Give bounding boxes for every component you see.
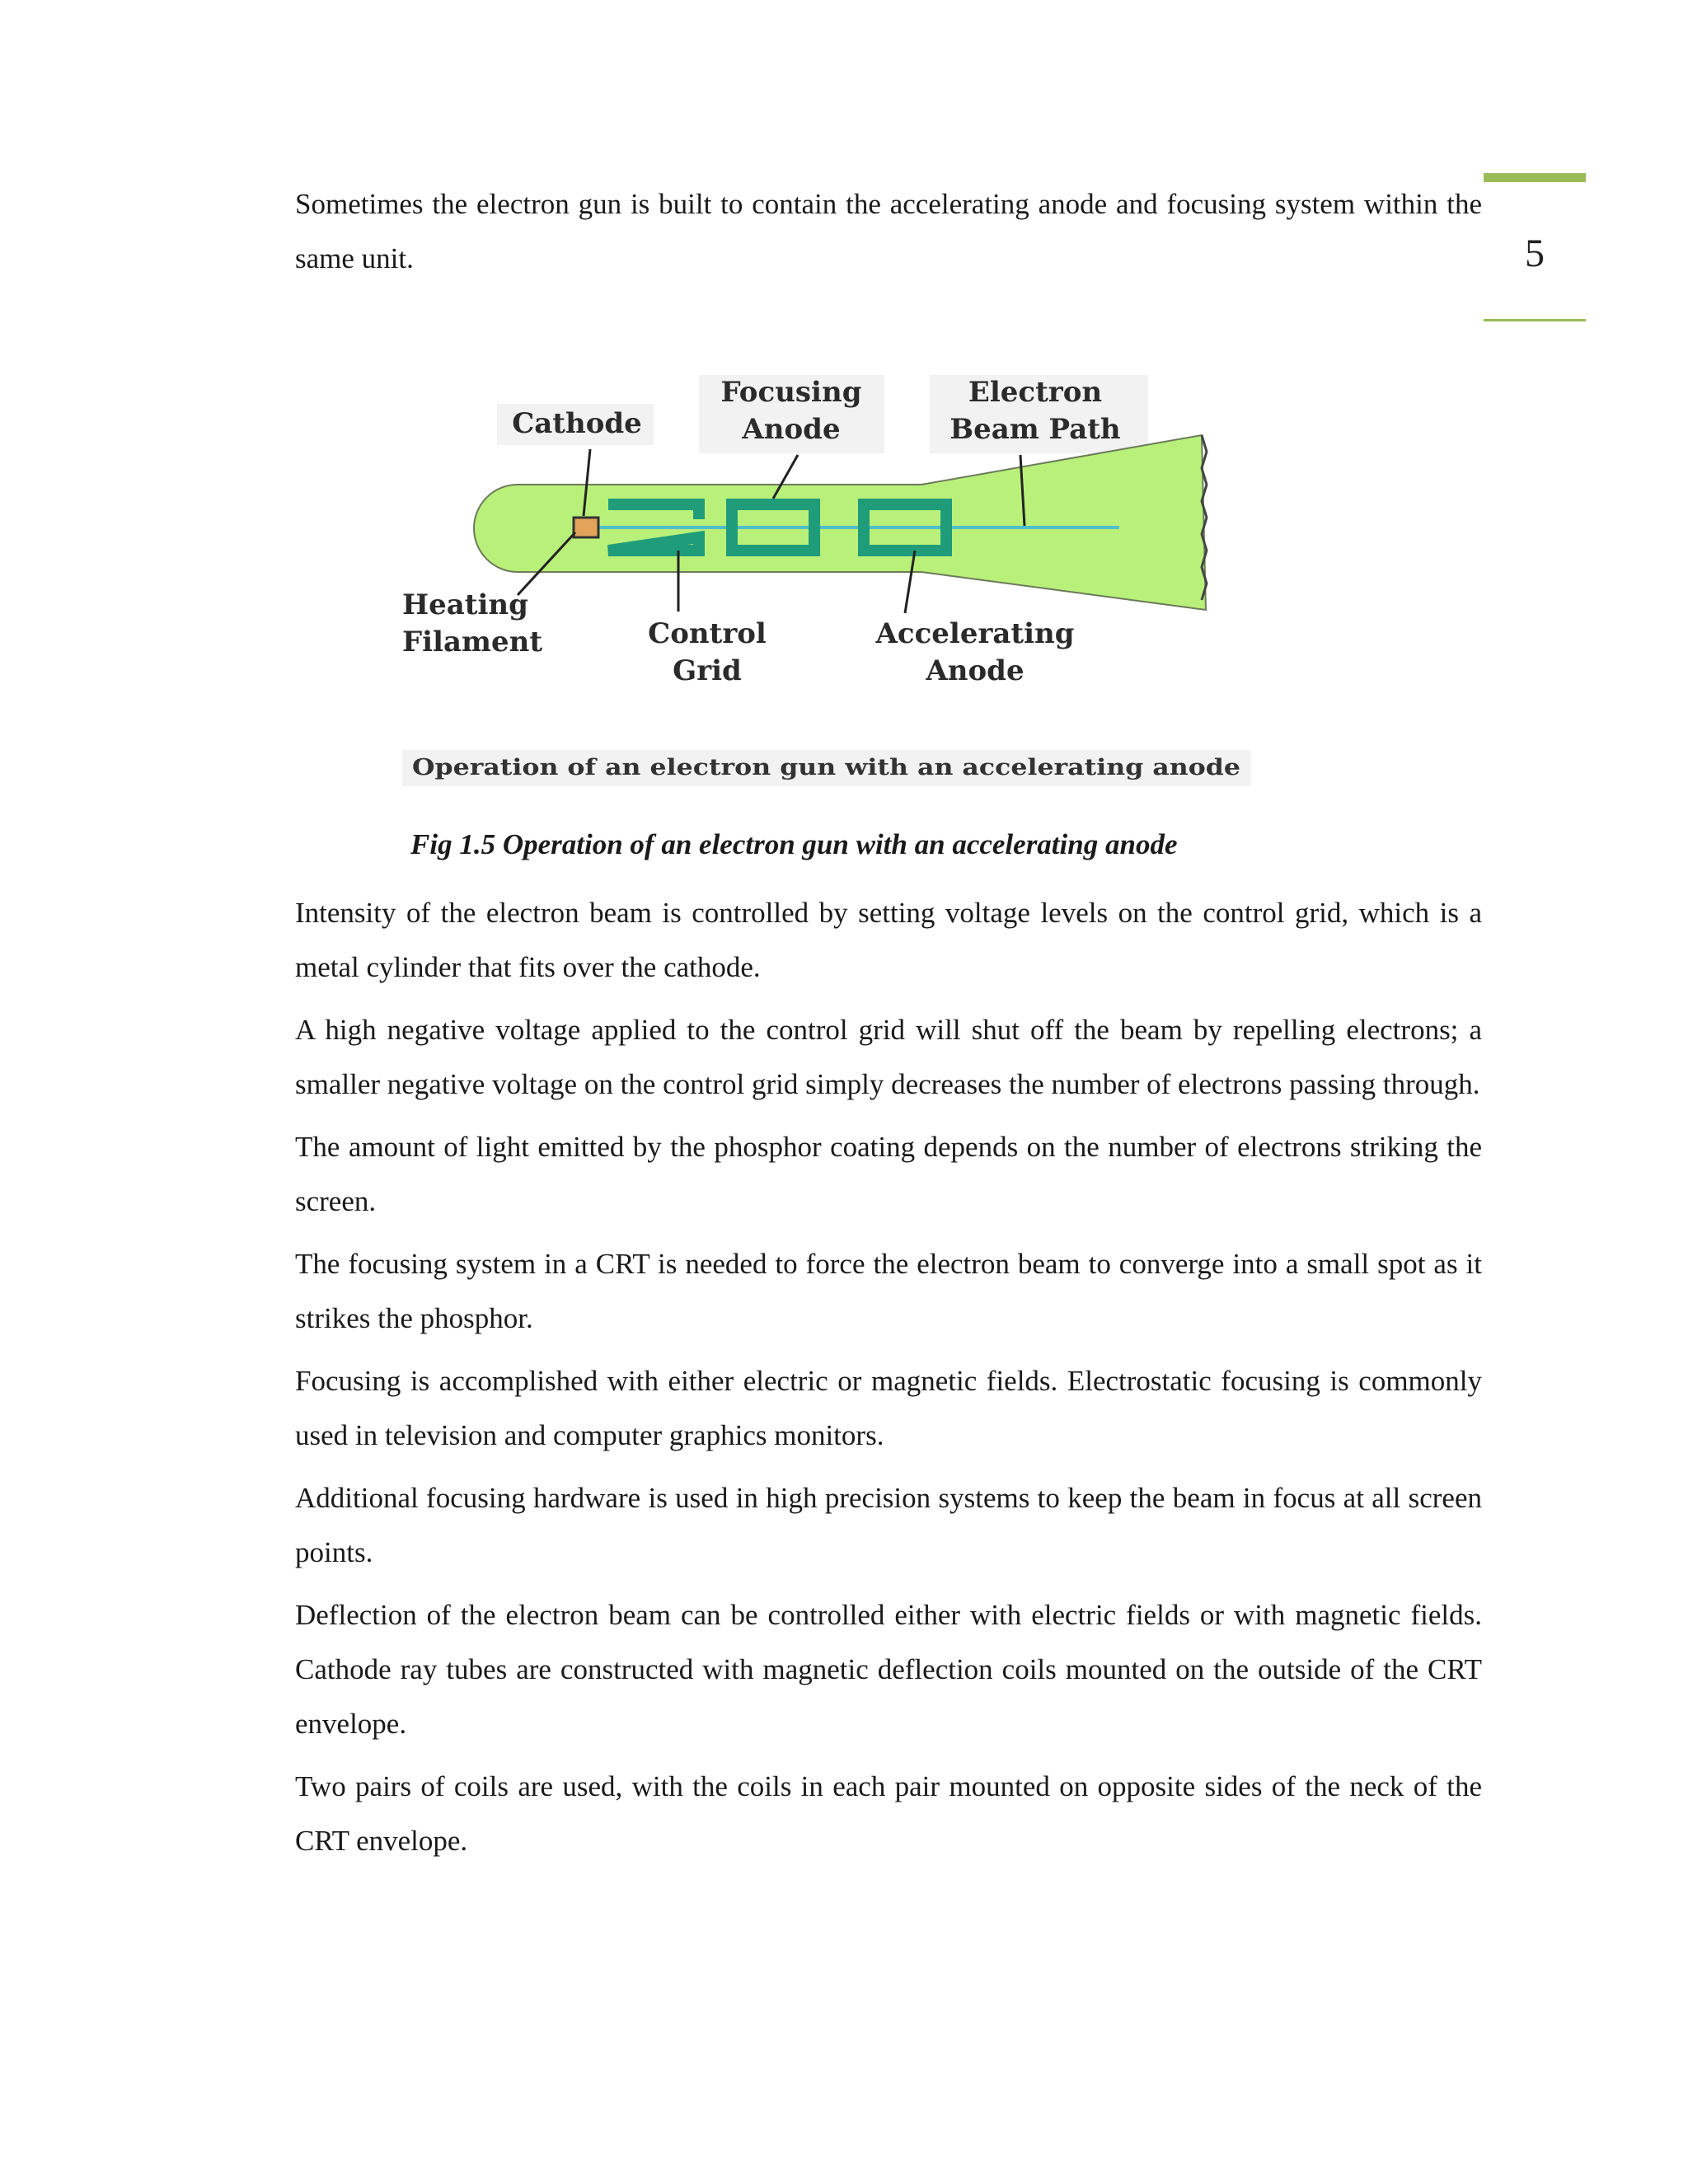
paragraph: Focusing is accomplished with either electric or magnetic fields. Electrostatic focusing is commonly used in television and computer graphics monitors. bbox=[295, 1365, 1482, 1451]
label-beam-path: Beam Path bbox=[950, 413, 1121, 446]
intro-text: Sometimes the electron gun is built to contain the accelerating anode and focusing system within the same unit. bbox=[295, 188, 1482, 274]
page-number-top-rule bbox=[1484, 173, 1586, 182]
electron-gun-diagram bbox=[394, 363, 1268, 791]
paragraph: The amount of light emitted by the phosphor coating depends on the number of electrons striking the screen. bbox=[295, 1131, 1482, 1217]
label-grid: Grid bbox=[673, 654, 742, 687]
label-control: Control bbox=[648, 617, 767, 650]
cathode bbox=[574, 518, 598, 537]
paragraph: The focusing system in a CRT is needed to force the electron beam to converge into a small spot as it strikes the phosphor. bbox=[295, 1248, 1482, 1334]
label-cathode: Cathode bbox=[512, 407, 642, 440]
label-anode: Anode bbox=[742, 413, 841, 446]
figure-caption: Fig 1.5 Operation of an electron gun with an accelerating anode bbox=[410, 828, 1178, 860]
paragraph: A high negative voltage applied to the control grid will shut off the beam by repelling electrons; a smaller negative voltage on the control grid simply decreases the number of electrons passing through. bbox=[295, 1014, 1482, 1100]
intro-paragraph bbox=[295, 177, 1482, 294]
label-filament: Filament bbox=[402, 626, 543, 658]
body-text bbox=[295, 886, 1482, 1877]
paragraph: Intensity of the electron beam is controlled by setting voltage levels on the control grid, which is a metal cylinder that fits over the cathode. bbox=[295, 897, 1482, 983]
paragraph: Two pairs of coils are used, with the coils in each pair mounted on opposite sides of the neck of the CRT envelope. bbox=[295, 1770, 1482, 1857]
label-accelerating: Accelerating bbox=[875, 617, 1075, 650]
paragraph: Additional focusing hardware is used in high precision systems to keep the beam in focus at all screen points. bbox=[295, 1482, 1482, 1568]
label-electron: Electron bbox=[968, 376, 1103, 409]
label-accel-anode: Anode bbox=[926, 654, 1025, 687]
paragraph: Deflection of the electron beam can be controlled either with electric fields or with magnetic fields. Cathode ray tubes are constructed with magnetic deflection coils mounted on the outside of the CRT envelope. bbox=[295, 1599, 1482, 1740]
page-number-bottom-rule bbox=[1484, 319, 1586, 321]
label-heating: Heating bbox=[402, 588, 528, 621]
label-focusing: Focusing bbox=[720, 376, 862, 409]
electron-gun-figure bbox=[394, 363, 1268, 791]
embedded-caption: Operation of an electron gun with an accelerating anode bbox=[412, 755, 1240, 780]
page-number: 5 bbox=[1525, 232, 1545, 275]
